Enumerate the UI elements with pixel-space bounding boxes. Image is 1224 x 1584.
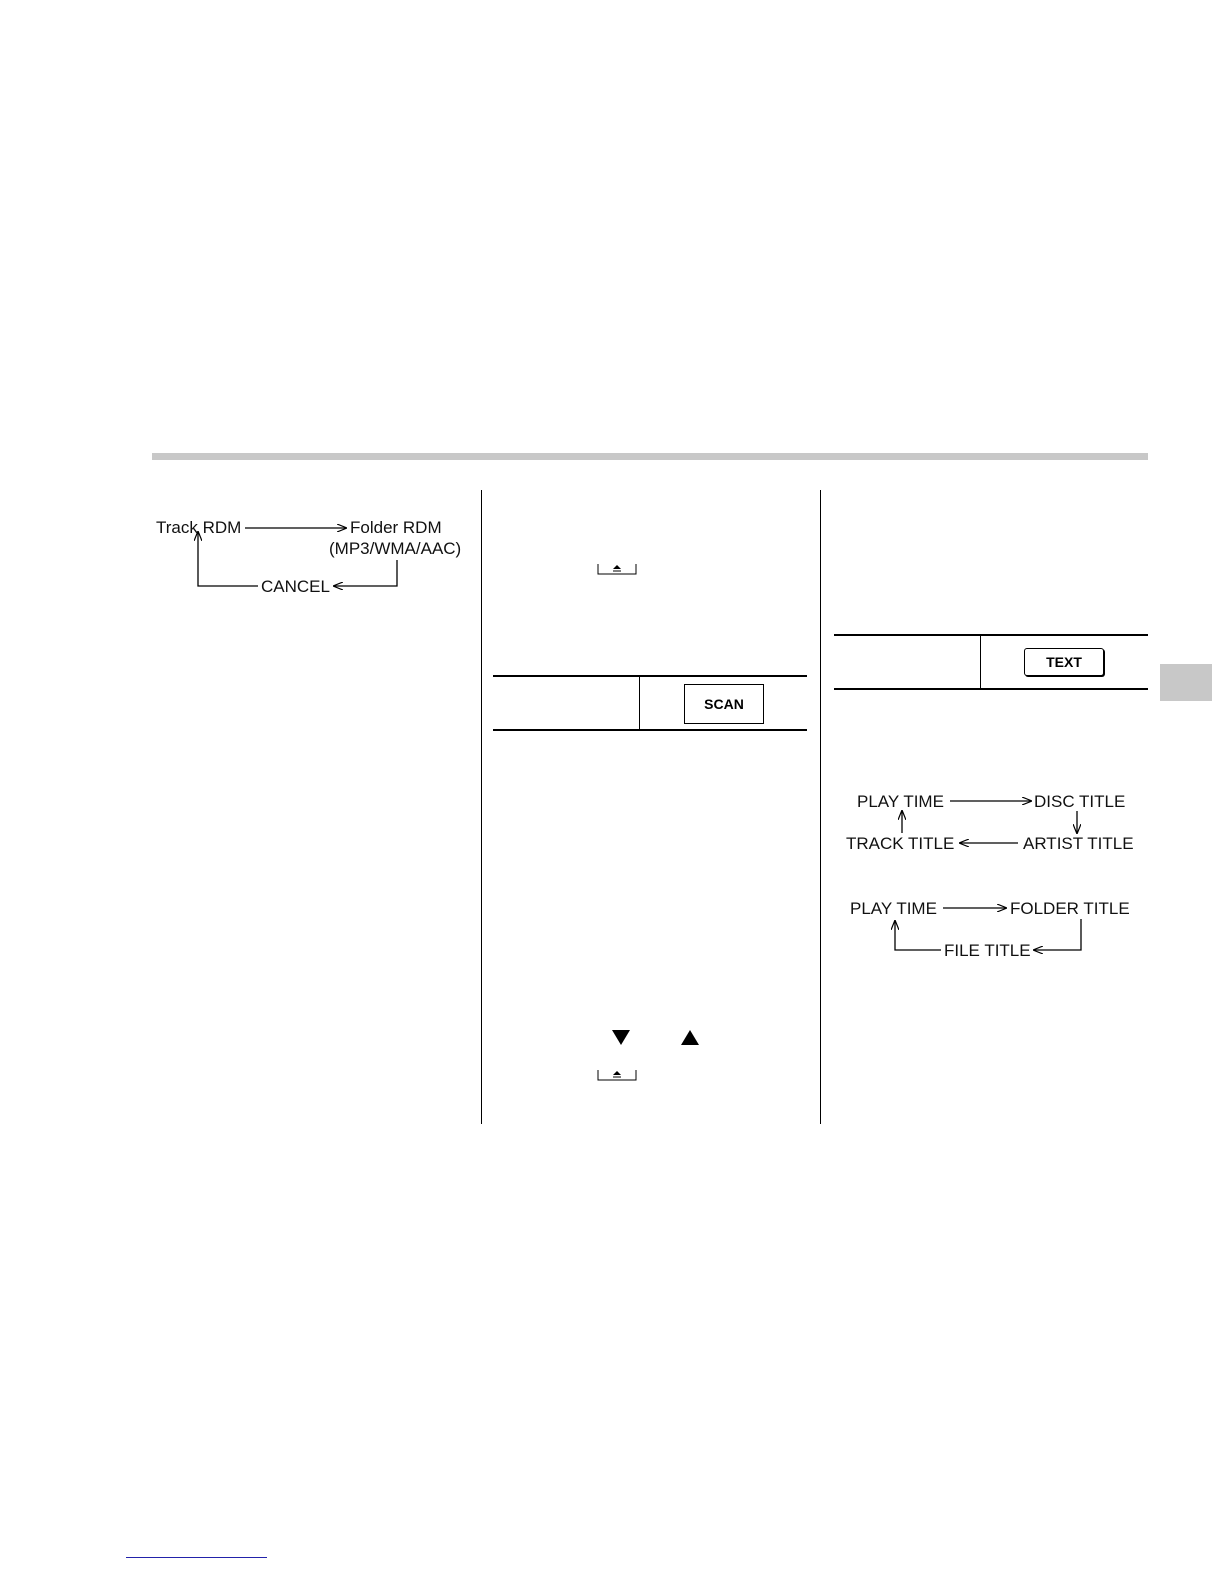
footer-link-underline[interactable] (126, 1557, 267, 1558)
text-button: TEXT (1024, 648, 1104, 676)
text-table-bottom-rule (834, 688, 1148, 690)
eject-icon (597, 560, 637, 576)
folder-formats-label: (MP3/WMA/AAC) (329, 539, 462, 558)
scan-table-bottom-rule (493, 729, 807, 731)
file-title-label: FILE TITLE (944, 941, 1031, 960)
artist-title-label: ARTIST TITLE (1023, 834, 1134, 853)
mp3-play-time-label: PLAY TIME (850, 899, 937, 918)
scan-table-divider (639, 676, 640, 730)
folder-title-label: FOLDER TITLE (1010, 899, 1130, 918)
track-title-label: TRACK TITLE (846, 834, 955, 853)
up-triangle-icon (680, 1029, 700, 1047)
text-table-top-rule (834, 634, 1148, 636)
eject-icon (597, 1066, 637, 1082)
scan-table-top-rule (493, 675, 807, 677)
down-triangle-icon (611, 1029, 631, 1047)
track-rdm-label: Track RDM (156, 518, 242, 537)
text-table-divider (980, 635, 981, 689)
cancel-label: CANCEL (261, 577, 330, 596)
cd-play-time-label: PLAY TIME (857, 792, 944, 811)
scan-button: SCAN (684, 684, 764, 724)
folder-rdm-label: Folder RDM (350, 518, 442, 537)
disc-title-label: DISC TITLE (1034, 792, 1126, 811)
